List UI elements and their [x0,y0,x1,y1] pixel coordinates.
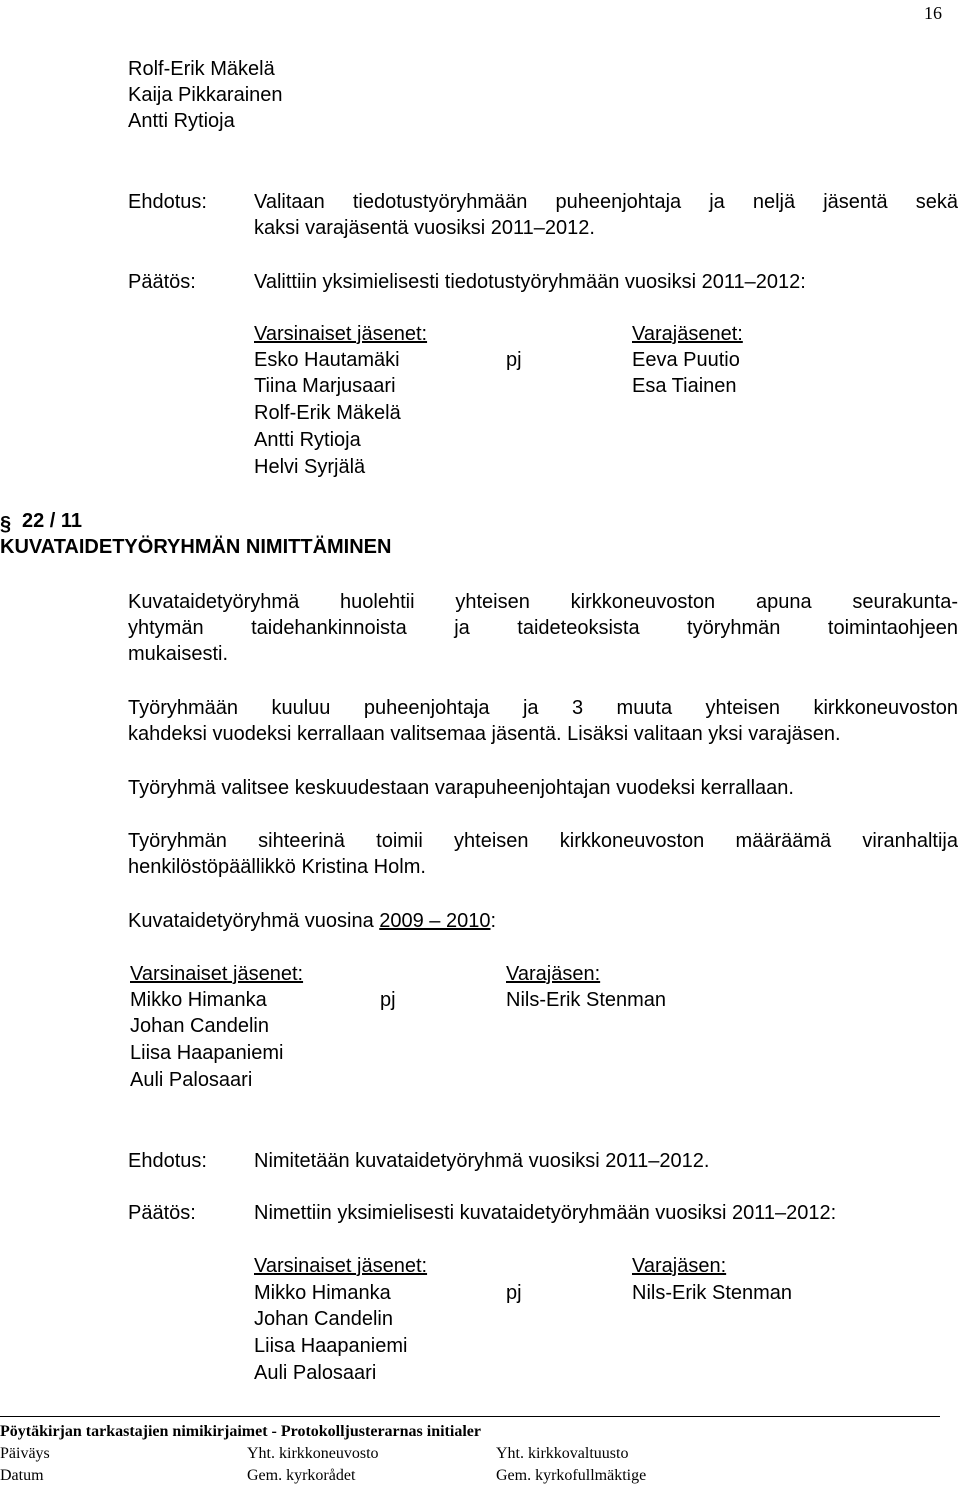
members-header-right: Varajäsen: [506,963,601,985]
paragraph-line [128,908,496,934]
ehdotus-text: Nimitetään kuvataidetyöryhmä vuosiksi 2011–2012. [254,1150,710,1172]
members-header-left: Varsinaiset jäsenet: [254,323,428,345]
section-sign-icon [0,510,18,536]
group-years: 2009 – 2010 [379,910,491,932]
deputy-name: Eeva Puutio [632,349,740,371]
svg-text:§: § [0,513,12,535]
paragraph-line: henkilöstöpäällikkö Kristina Holm. [128,856,426,878]
deputy-name: Nils-Erik Stenman [506,989,667,1011]
paatos-label: Päätös: [128,1202,196,1224]
paragraph-line: kahdeksi vuodeksi kerrallaan valitsemaa jäsentä. Lisäksi valitaan yksi varajäsen. [128,723,841,745]
paatos-label: Päätös: [128,271,196,293]
members-header-right: Varajäsen: [632,1255,727,1277]
footer-cell: Päiväys [0,1445,50,1462]
top-name: Antti Rytioja [128,110,235,132]
member-name: Helvi Syrjälä [254,456,366,478]
member-name: Mikko Himanka [254,1282,391,1304]
member-name: Rolf-Erik Mäkelä [254,402,401,424]
member-name: Liisa Haapaniemi [130,1042,284,1064]
paragraph-line: Työryhmä valitsee keskuudestaan varapuheenjohtajan vuodeksi kerrallaan. [128,777,794,799]
paragraph-line: Työryhmään kuuluu puheenjohtaja ja 3 muuta yhteisen kirkkoneuvoston [128,697,958,719]
footer-cell: Yht. kirkkovaltuusto [496,1445,629,1462]
deputy-name: Esa Tiainen [632,375,737,397]
member-name: Esko Hautamäki [254,349,400,371]
paragraph-line: mukaisesti. [128,643,229,665]
paatos-text: Nimettiin yksimielisesti kuvataidetyöryhmään vuosiksi 2011–2012: [254,1202,837,1224]
chair-marker: pj [380,989,396,1011]
deputy-name: Nils-Erik Stenman [632,1282,793,1304]
chair-marker: pj [506,349,522,371]
chair-marker: pj [506,1282,522,1304]
section-title: KUVATAIDETYÖRYHMÄN NIMITTÄMINEN [0,536,392,558]
member-name: Tiina Marjusaari [254,375,396,397]
footer-heading: Pöytäkirjan tarkastajien nimikirjaimet - Protokolljusterarnas initialer [0,1423,481,1440]
footer-cell: Gem. kyrkorådet [247,1467,356,1484]
top-name: Rolf-Erik Mäkelä [128,58,275,80]
member-name: Liisa Haapaniemi [254,1335,408,1357]
ehdotus-label: Ehdotus: [128,191,207,213]
footer-cell: Datum [0,1467,44,1484]
member-name: Auli Palosaari [254,1362,377,1384]
members-header-right: Varajäsenet: [632,323,743,345]
members-header-left: Varsinaiset jäsenet: [254,1255,428,1277]
member-name: Johan Candelin [254,1308,393,1330]
section-number: 22 / 11 [22,510,83,532]
member-name: Antti Rytioja [254,429,361,451]
paragraph-line: yhtymän taidehankinnoista ja taideteoksista työryhmän toimintaohjeen [128,617,958,639]
ehdotus-text-line: kaksi varajäsentä vuosiksi 2011–2012. [254,217,595,239]
member-name: Auli Palosaari [130,1069,253,1091]
footer-cell: Gem. kyrkofullmäktige [496,1467,647,1484]
ehdotus-label: Ehdotus: [128,1150,207,1172]
paatos-text: Valittiin yksimielisesti tiedotustyöryhmään vuosiksi 2011–2012: [254,271,806,293]
page-number: 16 [924,3,942,23]
top-name: Kaija Pikkarainen [128,84,283,106]
paragraph-line: Työryhmän sihteerinä toimii yhteisen kirkkoneuvoston määräämä viranhaltija [128,830,958,852]
ehdotus-text-line: Valitaan tiedotustyöryhmään puheenjohtaja ja neljä jäsentä sekä [254,191,958,213]
members-header-left: Varsinaiset jäsenet: [130,963,304,985]
member-name: Johan Candelin [130,1015,269,1037]
footer-divider [0,1416,940,1417]
footer-cell: Yht. kirkkoneuvosto [247,1445,379,1462]
group-years-suffix: : [490,910,497,932]
member-name: Mikko Himanka [130,989,267,1011]
paragraph-line: Kuvataidetyöryhmä huolehtii yhteisen kirkkoneuvoston apuna seurakunta- [128,591,958,613]
group-years-prefix: Kuvataidetyöryhmä vuosina [128,910,380,932]
